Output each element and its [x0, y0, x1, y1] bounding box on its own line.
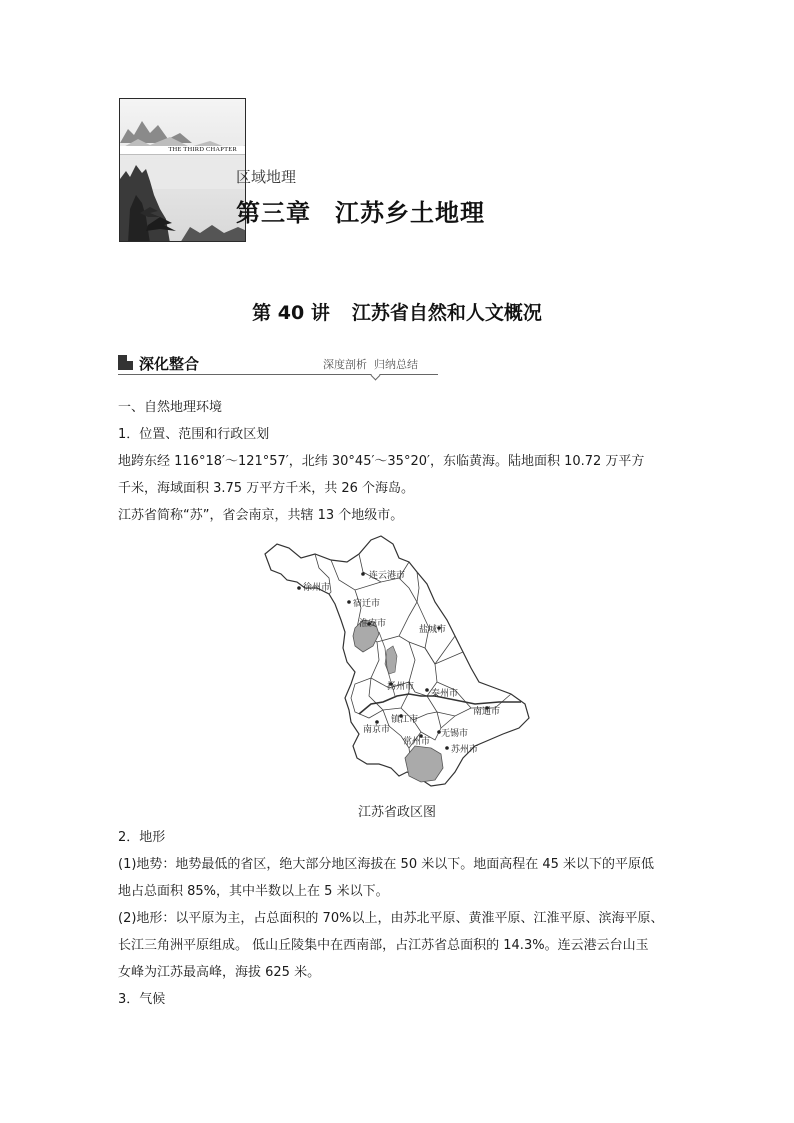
- map-label-zhenjiang: 镇江市: [391, 715, 419, 725]
- section-square-icon: [118, 355, 133, 370]
- paragraph-extent-line2: 千米，海域面积 3.75 万平方千米，共 26 个海岛。: [118, 481, 415, 496]
- section-header: [118, 352, 438, 376]
- map-label-nanjing: 南京市: [363, 725, 391, 735]
- section-slogan: 深度剖析 归纳总结: [323, 358, 418, 371]
- map-caption: 江苏省政区图: [357, 805, 436, 820]
- paragraph-elevation-line1: (1)地势：地势最低的省区，绝大部分地区海拔在 50 米以下。地面高程在 45 米以下的平原低: [118, 857, 655, 872]
- jiangsu-map-svg: [259, 532, 534, 788]
- lecture-number: 第 40 讲: [252, 302, 330, 324]
- map-label-yancheng: 盐城市: [419, 625, 447, 635]
- paragraph-landform-line1: (2)地形：以平原为主，占总面积的 70%以上，由苏北平原、黄淮平原、江淮平原、滨海平原、: [118, 911, 664, 926]
- heading-location: 1．位置、范围和行政区划: [118, 427, 270, 442]
- map-label-wuxi: 无锡市: [441, 729, 469, 739]
- lecture-title: 江苏省自然和人文概况: [351, 302, 542, 324]
- chapter-image-caption: THE THIRD CHAPTER: [120, 146, 245, 154]
- heading-terrain: 2．地形: [118, 830, 166, 845]
- map-label-changzhou: 常州市: [403, 737, 431, 747]
- map-label-yangzhou: 扬州市: [387, 682, 415, 692]
- paragraph-elevation-line2: 地占总面积 85%，其中半数以上在 5 米以下。: [118, 884, 389, 899]
- chapter-number: 第三章: [236, 199, 311, 227]
- chapter-heading: [236, 193, 485, 228]
- paragraph-capital: 江苏省简称“苏”，省会南京，共辖 13 个地级市。: [118, 508, 404, 523]
- chapter-title: 江苏乡土地理: [335, 199, 485, 227]
- section-divider: [118, 374, 438, 375]
- chapter-subtitle: 区域地理: [236, 168, 297, 186]
- map-label-nantong: 南通市: [473, 707, 501, 717]
- map-label-suqian: 宿迁市: [353, 599, 381, 609]
- map-label-taizhou: 泰州市: [431, 689, 459, 699]
- lecture-heading: [0, 298, 794, 325]
- map-label-huaian: 淮安市: [359, 619, 387, 629]
- map-label-xuzhou: 徐州市: [303, 583, 331, 593]
- heading-natural-geography: 一、自然地理环境: [118, 400, 223, 415]
- jiangsu-map: [259, 532, 534, 788]
- map-label-lianyungang: 连云港市: [369, 571, 406, 581]
- chapter-cover-image: [119, 98, 246, 242]
- paragraph-landform-line2: 长江三角洲平原组成。 低山丘陵集中在西南部，占江苏省总面积的 14.3%。连云港云台山玉: [118, 938, 649, 953]
- map-label-suzhou: 苏州市: [451, 745, 479, 755]
- paragraph-extent-line1: 地跨东经 116°18′～121°57′，北纬 30°45′～35°20′，东临黄海。陆地面积 10.72 万平方: [118, 454, 645, 469]
- paragraph-landform-line3: 女峰为江苏最高峰，海拔 625 米。: [118, 965, 321, 980]
- section-name: 深化整合: [139, 355, 200, 373]
- section-divider-notch: [371, 371, 381, 381]
- taihu-lake: [405, 746, 443, 782]
- heading-climate: 3．气候: [118, 992, 166, 1007]
- mountain-landscape-illustration: [120, 99, 246, 242]
